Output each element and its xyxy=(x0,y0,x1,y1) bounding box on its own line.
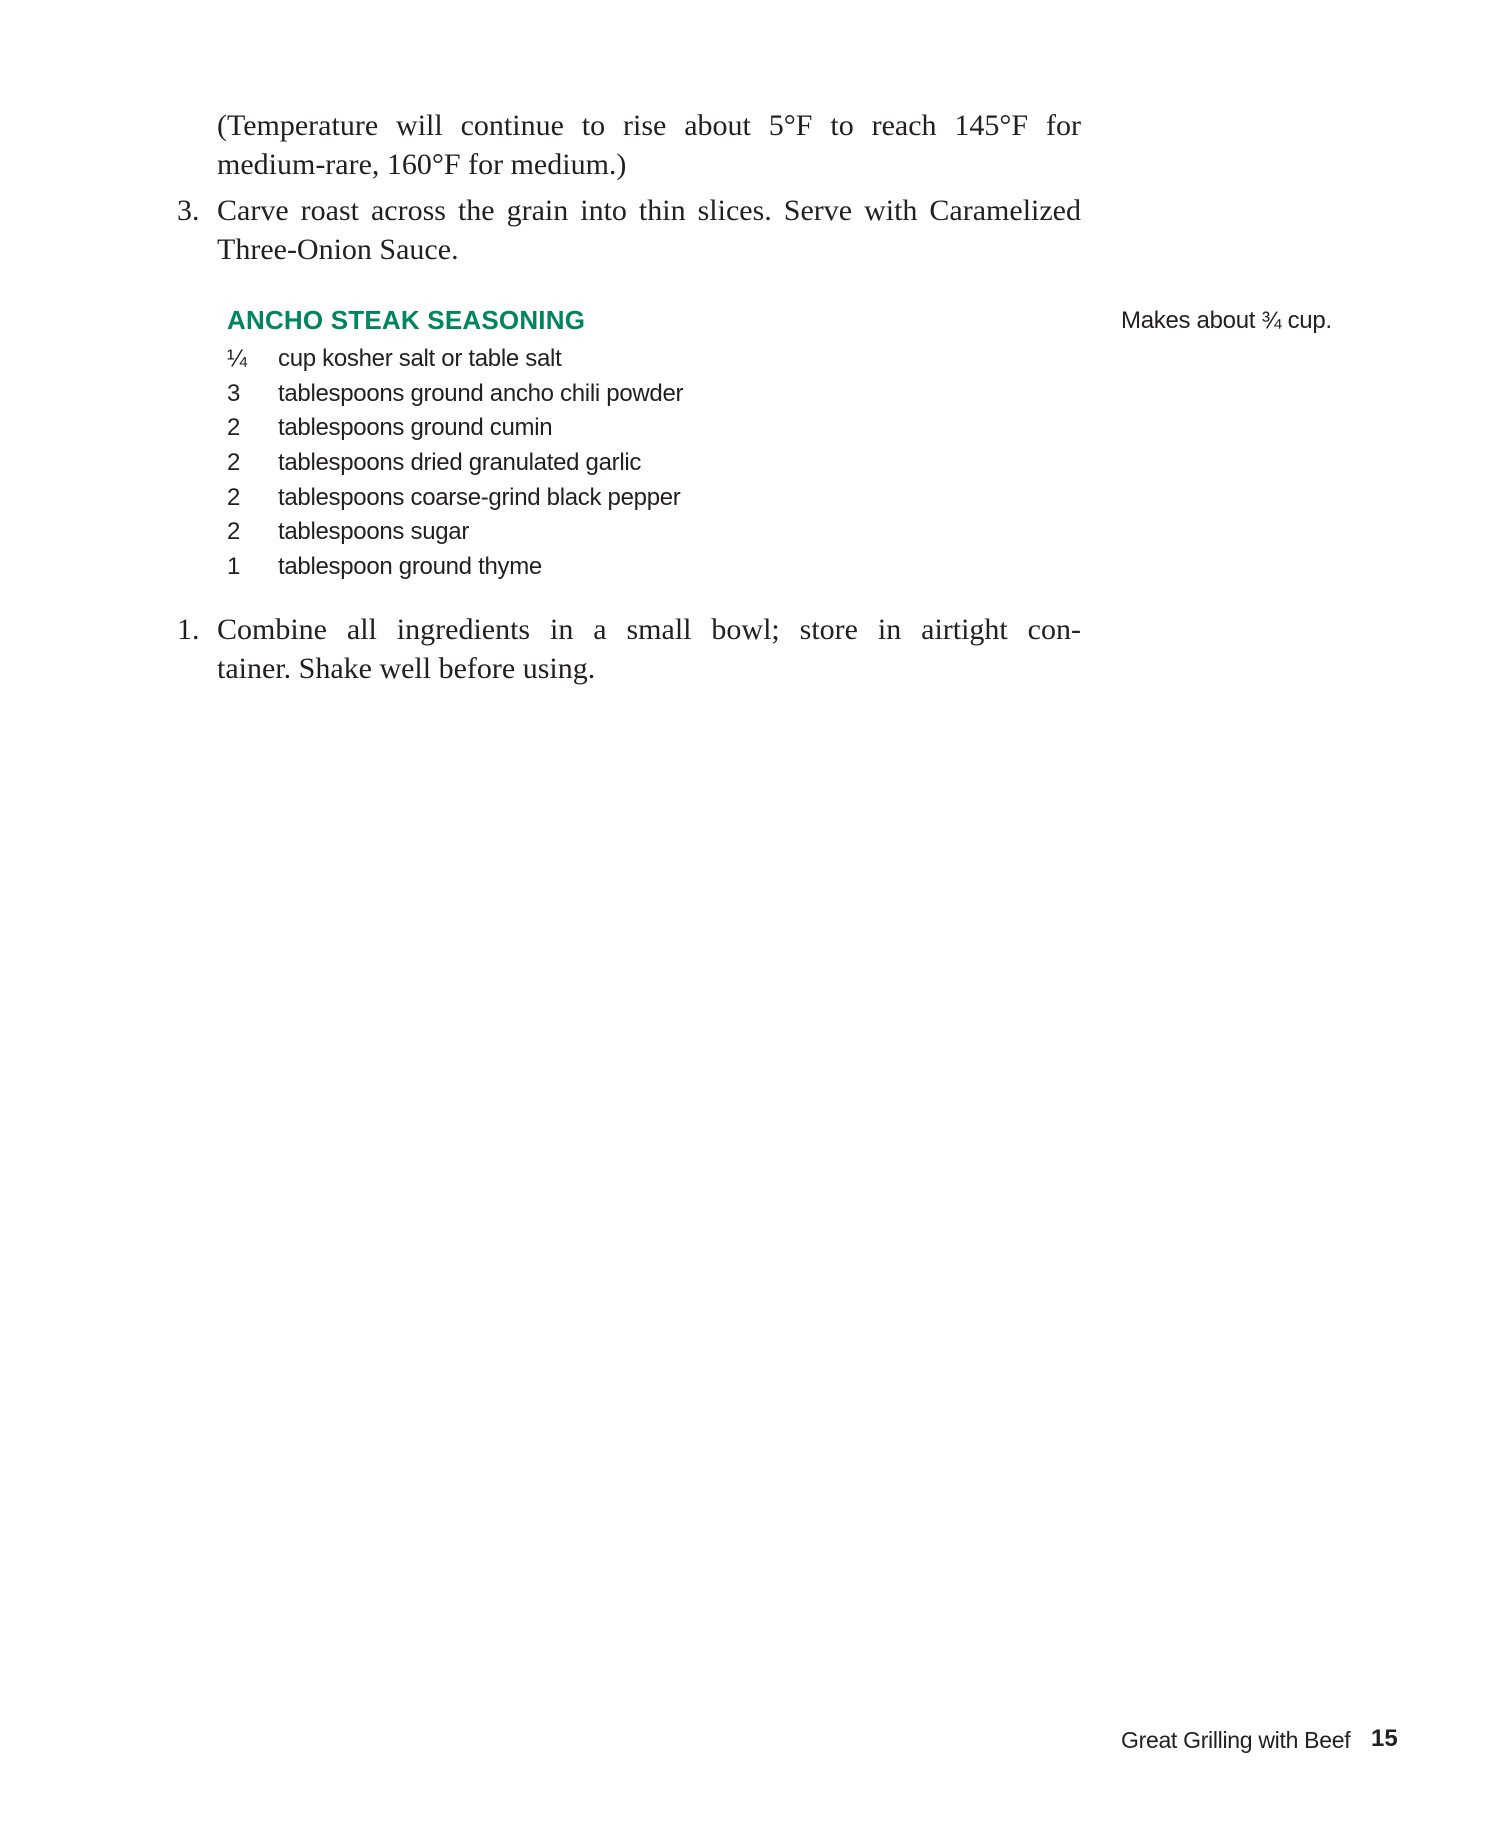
step-number: 3. xyxy=(177,194,200,227)
ingredient-item xyxy=(227,377,683,412)
ingredient-list xyxy=(227,342,683,585)
ingredient-description: tablespoons dried granulated garlic xyxy=(278,449,642,477)
ingredient-item xyxy=(227,411,683,446)
running-footer-title: Great Grilling with Beef xyxy=(1121,1727,1351,1753)
ingredient-description: tablespoons ground cumin xyxy=(278,414,553,442)
ingredient-quantity: ¼ xyxy=(227,345,247,372)
ingredient-description: cup kosher salt or table salt xyxy=(278,345,562,372)
ingredient-quantity: 2 xyxy=(227,483,241,511)
ingredient-description: tablespoon ground thyme xyxy=(278,553,542,581)
step-number: 1. xyxy=(177,613,200,646)
step-3 xyxy=(177,191,1081,269)
ingredient-item xyxy=(227,446,683,481)
ingredient-description: tablespoons coarse-grind black pepper xyxy=(278,483,681,511)
page-number: 15 xyxy=(1371,1725,1398,1752)
ingredient-item xyxy=(227,481,683,516)
ingredient-quantity: 1 xyxy=(227,553,241,581)
ingredient-quantity: 2 xyxy=(227,518,241,546)
ingredient-description: tablespoons ground ancho chili powder xyxy=(278,379,684,407)
step-text: Carve roast across the grain into thin slices. Serve with Caramelized Three-Onion Sauce. xyxy=(217,194,1081,266)
ingredient-quantity: 3 xyxy=(227,379,241,407)
step-text: Combine all ingredients in a small bowl; store in airtight con- tainer. Shake well before using. xyxy=(217,613,1081,685)
ingredient-description: tablespoons sugar xyxy=(278,518,470,546)
step-1 xyxy=(177,610,1081,688)
ingredient-item xyxy=(227,550,683,585)
ingredient-quantity: 2 xyxy=(227,449,241,477)
ingredient-quantity: 2 xyxy=(227,414,241,442)
temperature-note: (Temperature will continue to rise about 5°F to reach 145°F for medium-rare, 160°F for medium.) xyxy=(217,109,1081,181)
ingredient-item xyxy=(227,342,683,377)
recipe-yield: Makes about ¾ cup. xyxy=(1121,307,1332,334)
ingredient-item xyxy=(227,515,683,550)
recipe-title: ANCHO STEAK SEASONING xyxy=(227,305,586,335)
